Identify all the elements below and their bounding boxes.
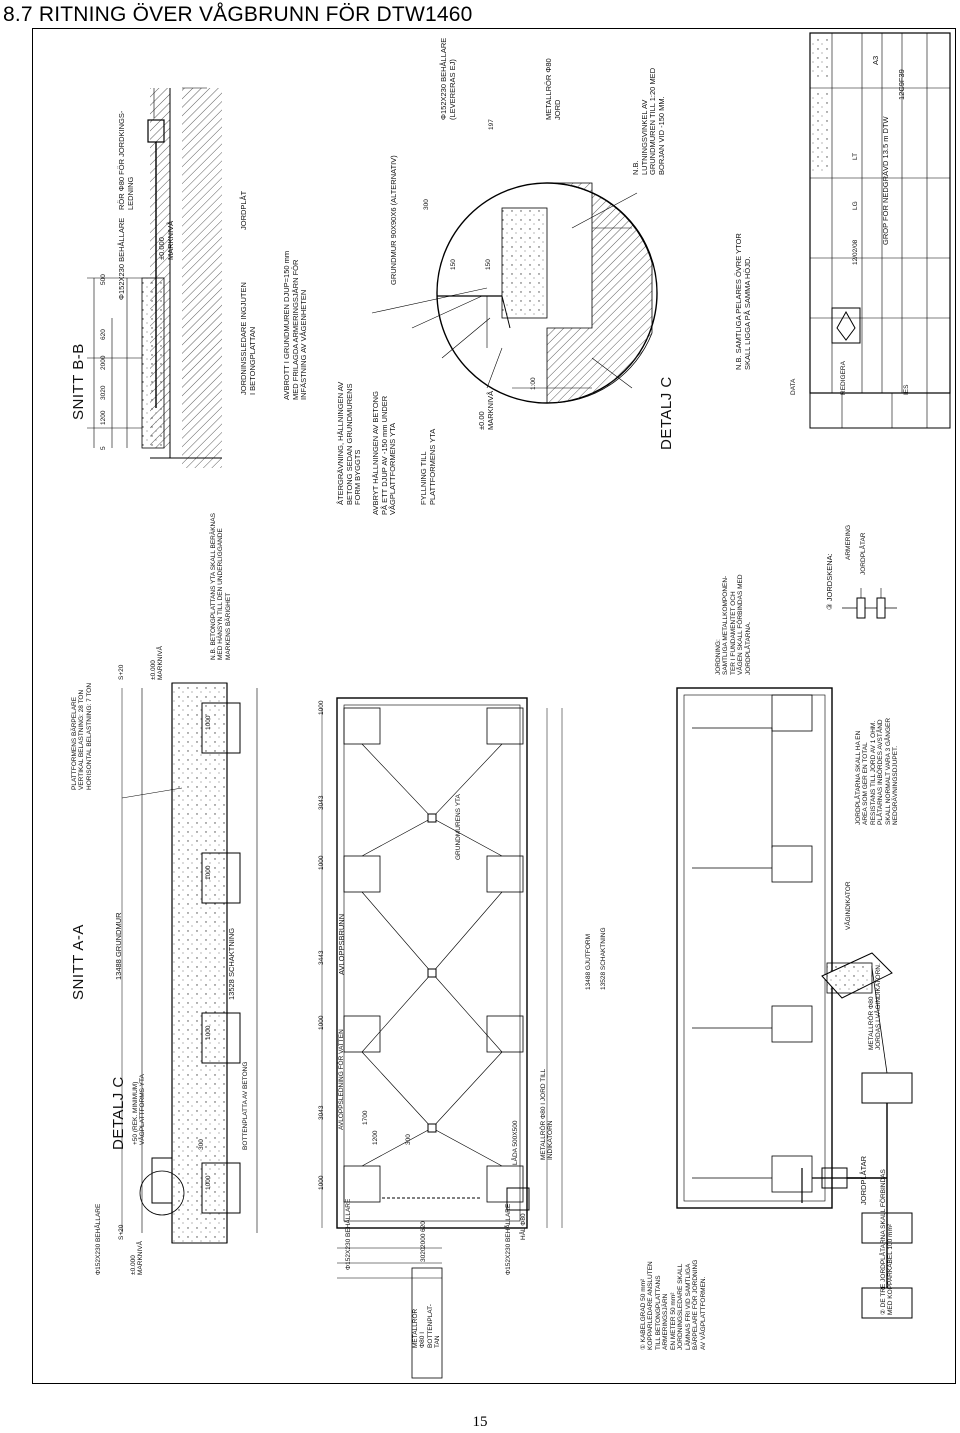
bb-plate-note: JORDPLÅT bbox=[239, 190, 248, 230]
gp-cable-note: ① KABELGRAD 50 mm² KOPPARLEDARE ANSLUTEN TILL BETONGPLATTANS ARMERINGSJÄRN EN METER 50 mm² JORDNINGSLEDARE SKALL LÄMNAS FRI VID SAMTLIGA BÄRPELARE FÖR JORDNING AV VÅGPLATTFORMEN. bbox=[640, 1259, 707, 1350]
pv-drain-well: AVLOPPSBRUNN bbox=[337, 913, 346, 975]
aa-wall-length: 13488 GRUNDMUR bbox=[114, 912, 123, 980]
aa-dim-1000b: 1000 bbox=[205, 865, 212, 880]
dc-break-note: AVBROTT I GRUNDMUREN DJUP=150 mm MED FRILAGDA ARMERINGSJÄRN FÖR INFÄSTNING AV VÅGENHETEN bbox=[282, 250, 309, 400]
bb-dim-5: 5 bbox=[100, 446, 107, 450]
grounding-plan-drawing bbox=[677, 588, 912, 1318]
dc-dim-150b: 150 bbox=[485, 259, 492, 270]
pv-dim-1700: 1700 bbox=[362, 1110, 369, 1125]
aa-dim-1000c: 1000 bbox=[205, 715, 212, 730]
aa-s20-right: S+20 bbox=[118, 664, 125, 680]
pv-dim-1000c: 1000 bbox=[318, 1015, 325, 1030]
gp-reinforcement: ARMERING bbox=[845, 524, 852, 560]
aa-dim-300: 300 bbox=[198, 1139, 205, 1150]
gp-rail-heading: ③ JORDSKENA: bbox=[825, 553, 834, 610]
bb-ground-level: ±0.000 MARKNIVÅ bbox=[157, 220, 175, 260]
dc-stop-note: AVBRYT HÄLLNINGEN AV BETONG PÅ ETT DJUP AV -150 mm UNDER VÅGPLATTFORMENS YTA bbox=[371, 391, 398, 515]
bb-dim-500: 500 bbox=[100, 274, 107, 285]
detail-c-drawing bbox=[372, 183, 657, 403]
tb-drawn-by: LG bbox=[852, 201, 859, 210]
dc-container-note: Φ152X230 BEHÅLLARE (LEVERERAS EJ) bbox=[439, 37, 457, 120]
dc-dim-150a: 150 bbox=[450, 259, 457, 270]
bb-dim-1200: 1200 bbox=[100, 410, 107, 425]
aa-slab-note: N.B. BETONGPLATTANS YTA SKALL BERÄKNAS MED HÄNSYN TILL DEN UNDERLIGGANDE MARKENS BÄRIGHET bbox=[210, 513, 232, 660]
tb-date: 12/02/08 bbox=[852, 239, 859, 265]
dc-pillar-note: N.B. SAMTLIGA PELARES ÖVRE YTOR SKALL LIGGA PÅ SAMMA HÖJD. bbox=[734, 233, 752, 370]
detail-c-callout: DETALJ C bbox=[110, 1076, 127, 1150]
bb-pipe-note: RÖR Φ80 FÖR JORDKINGS- LEDNING bbox=[117, 110, 135, 210]
bb-dim-2000: 2000 bbox=[100, 355, 107, 370]
aa-dim-1000a: 1000 bbox=[205, 1025, 212, 1040]
pv-formwork: 13488 GJUTFORM bbox=[585, 934, 592, 990]
gp-grounding-note: JORDNING: SAMTLIGA METALLKOMPONEN- TER I FUNDAMENTET OCH VÅGEN SKALL FÖRBINDAS MED JORDPLÅTARNA. bbox=[715, 574, 752, 675]
tb-title: GROP FÖR NEDGRÄVD 13.5 m DTW bbox=[881, 116, 890, 245]
aa-bottom-slab: BOTTENPLATTA AV BETONG bbox=[242, 1061, 249, 1150]
dc-pipe-note: METALLRÖR Φ80 JORD bbox=[544, 58, 562, 120]
gp-indicator: VÅGINDIKATOR bbox=[845, 881, 852, 930]
tb-drawing-number: 12C9F39 bbox=[897, 69, 906, 100]
aa-container-note: Φ152X230 BEHÅLLARE bbox=[95, 1203, 102, 1275]
section-aa-drawing bbox=[122, 683, 257, 1243]
dc-fill-note: FYLLNING TILL PLATTFORMENS YTA bbox=[419, 428, 437, 505]
aa-ground-level: ±0.000 MARKNIVÅ bbox=[130, 1241, 145, 1275]
pv-dim-1200: 1200 bbox=[372, 1130, 379, 1145]
dc-ground-level: ±0.00 MARKNIVÅ bbox=[477, 390, 495, 430]
dc-dim-197: 197 bbox=[488, 119, 495, 130]
pv-pipe-note: METALLRÖR Φ80 I BOTTENPLAT- TAN bbox=[412, 1304, 442, 1348]
tb-header-ies: IES bbox=[903, 384, 910, 395]
plan-view-drawing bbox=[322, 698, 562, 1378]
aa-platform-surface: +50 (REK. MINIMUM) VÅGPLATTFORMS YTA bbox=[132, 1074, 147, 1145]
pv-dim-3020: 3020 bbox=[420, 1247, 427, 1262]
aa-s20-left: S+20 bbox=[118, 1224, 125, 1240]
aa-ground-level-right: ±0.000 MARKNIVÅ bbox=[150, 646, 165, 680]
tb-checked-by: LT bbox=[852, 152, 859, 160]
pv-dim-620: 620 bbox=[420, 1221, 427, 1232]
dc-wall-note: GRUNDMUR 90X90X6 (ALTERNATIV) bbox=[389, 155, 398, 285]
dc-slope-ratio: 1:00 bbox=[530, 377, 537, 390]
dc-dim-300: 300 bbox=[423, 199, 430, 210]
page-header: 8.7 RITNING ÖVER VÅGBRUNN FÖR DTW1460 bbox=[3, 3, 473, 26]
pv-wall-surface: GRUNDMURENS YTA bbox=[455, 794, 462, 860]
bb-conductor-note: JORDNINSSLEDARE INGJUTEN I BETONGPLATTAN bbox=[239, 282, 257, 395]
pv-dim-3043a: 3043 bbox=[318, 795, 325, 810]
aa-pillar-load: PLATTFORMENS BÄRPELARE VERTIKAL BELASTNING: 28 TON HORISONTAL BELASTNING: 7 TON bbox=[71, 682, 93, 790]
bb-container-note: Φ152X230 BEHÅLLARE bbox=[117, 217, 126, 300]
aa-excavation-length: 13528 SCHAKTNING bbox=[227, 927, 236, 1000]
pv-container-note: Φ152X230 BEHÅLLARE bbox=[345, 1198, 352, 1270]
pv-indicator-pipe: METALLRÖR Φ80 I JORD TILL INDIKATORN bbox=[540, 1068, 555, 1160]
pv-dim-1000b: 1000 bbox=[318, 855, 325, 870]
pv-dim-300: 300 bbox=[405, 1134, 412, 1145]
gp-plate-area-note: JORDPLÅTARNA SKALL HA EN AREA SOM GER EN TOTAL RESISTANS TILL JORD AV 1 OHM. PLÅTARNAS INBÖRDES AVSTÅND SKALL NORMALT VARA 3 GÅNGER NEDGRÄVNINGSDJUPET. bbox=[855, 717, 900, 825]
bb-dim-3020: 3020 bbox=[100, 385, 107, 400]
pv-container-note-2: Φ152X230 BEHÅLLARE bbox=[505, 1203, 512, 1275]
gp-plates-label: JORDPLÅTAR bbox=[860, 532, 867, 575]
pv-hole: HÅL Φ80 bbox=[520, 1213, 527, 1240]
gp-copper-cable: ② DE TRE JORDPLÅTARNA SKALL FÖRBINDAS MED KOPPARKABEL 100 mm² bbox=[880, 1169, 895, 1315]
aa-dim-1000d: 1000 bbox=[205, 1175, 212, 1190]
pv-dim-3043b: 3043 bbox=[318, 1105, 325, 1120]
gp-indicator-pipe: METALLRÖR Φ80 JORDAS I VÅGINDIKATORN. bbox=[868, 963, 883, 1050]
pv-dim-1000d: 1000 bbox=[318, 1175, 325, 1190]
pv-excavation: 13528 SCHAKTNING bbox=[600, 927, 607, 990]
tb-header-data: DATA bbox=[790, 378, 797, 395]
title-block-drawing bbox=[810, 33, 950, 428]
pv-box: LÅDA 500X500 bbox=[512, 1120, 519, 1165]
tb-sheet-size: A3 bbox=[871, 55, 880, 65]
pv-dim-1000a: 1000 bbox=[318, 700, 325, 715]
page-number: 15 bbox=[472, 1414, 488, 1430]
dc-slope-note: N.B. LUTNINGSVINKEL AV GRUNDMUREN TILL 1:20 MED BORJAN VID -150 MM. bbox=[631, 67, 666, 175]
section-bb-heading: SNITT B-B bbox=[70, 343, 87, 420]
detail-c-heading: DETALJ C bbox=[658, 376, 675, 450]
pv-dim-2000: 2000 bbox=[420, 1233, 427, 1248]
bb-dim-620: 620 bbox=[100, 329, 107, 340]
dc-backfill-note: ÅTERGRÄVNING, HÄLLNINGEN AV BETONG SEDAN GRUNDMURENS FORM BYGGTS bbox=[336, 381, 363, 505]
section-aa-heading: SNITT A-A bbox=[70, 924, 87, 1000]
gp-plates-label-2: JORDPLÅTAR bbox=[859, 1155, 868, 1205]
pv-drain-line: AVLOPPSLEDNING FÖR VATTEN bbox=[338, 1029, 345, 1130]
pv-dim-3443: 3443 bbox=[318, 950, 325, 965]
tb-header-edit: REDIGERA bbox=[840, 361, 847, 395]
